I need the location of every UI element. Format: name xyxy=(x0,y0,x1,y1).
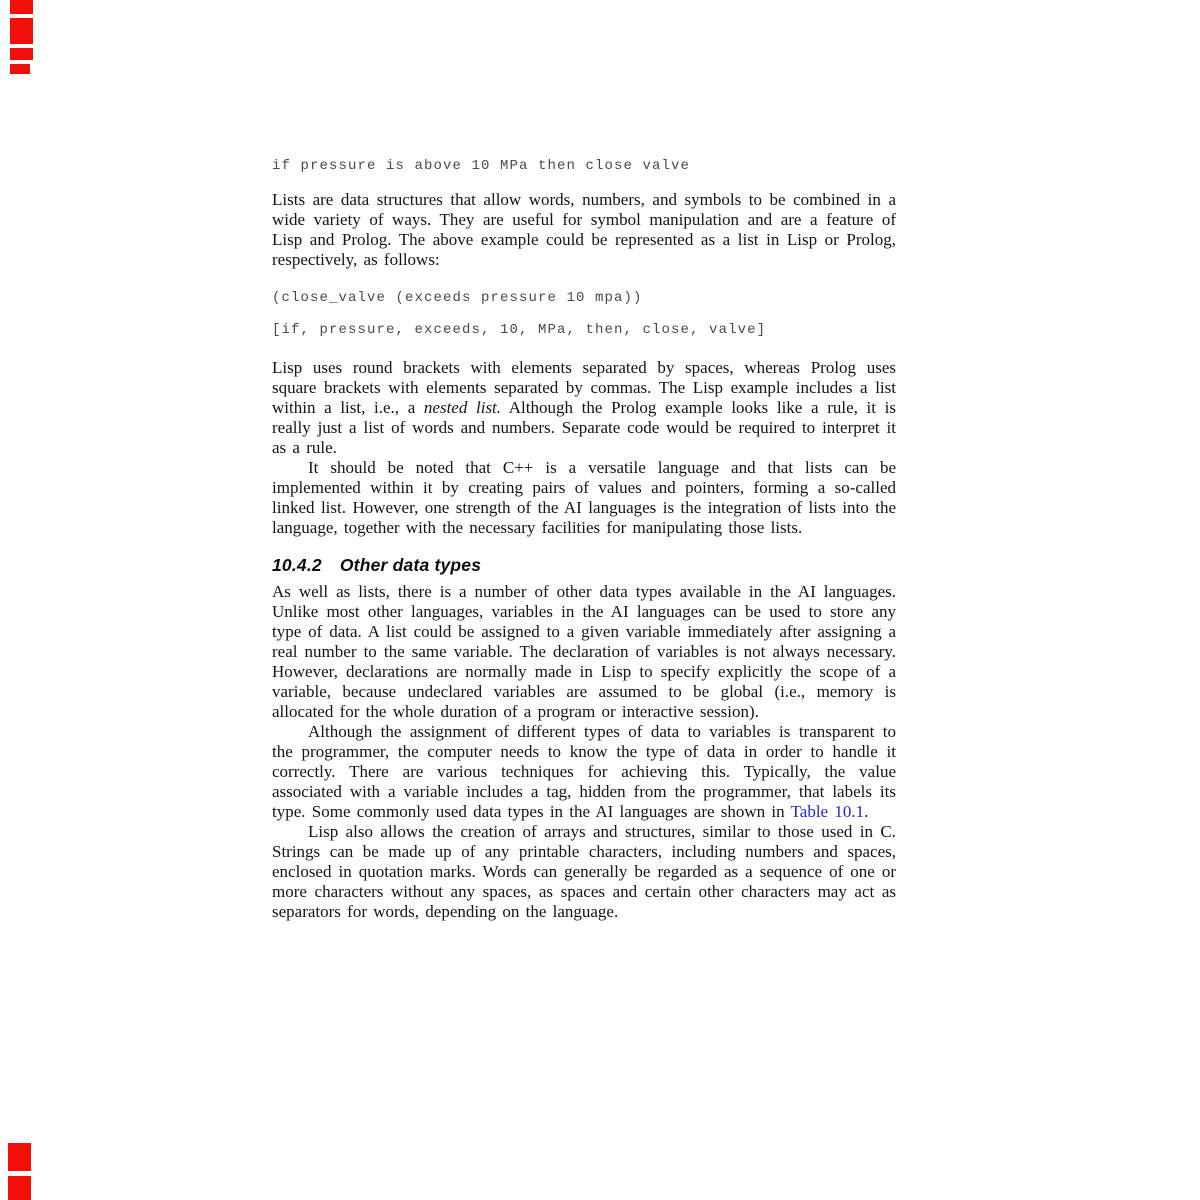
paragraph-other-data-types: As well as lists, there is a number of other data types available in the AI languages. Unlike most other languages, variables in the AI languages can be used to store any type of data. A list could be assigned to a given variable immediately after assigning a real number to the same variable. The declaration of variables is not always necessary. However, declarations are normally made in Lisp to specify explicitly the scope of a variable, because undeclared variables are assumed to be global (i.e., memory is allocated for the whole duration of a program or interactive session). xyxy=(272,582,896,721)
red-edge-marker xyxy=(8,1176,31,1200)
section-title: Other data types xyxy=(339,555,482,575)
red-edge-marker xyxy=(8,1143,31,1171)
code-prolog-example: [if, pressure, exceeds, 10, MPa, then, close, valve] xyxy=(272,322,767,338)
paragraph-brackets xyxy=(272,358,896,458)
table-10-1-link[interactable]: Table 10.1 xyxy=(790,802,865,821)
paragraph-brackets-after: Although the Prolog example looks like a rule, it is really just a list of words and numbers. Separate code would be required to interpret it as a rule. xyxy=(272,398,896,457)
paragraph-arrays-strings: Lisp also allows the creation of arrays and structures, similar to those used in C. Strings can be made up of any printable characters, including numbers and spaces, enclosed in quotation marks. Words can generally be regarded as a sequence of one or more characters without any spaces, as spaces and certain other characters may act as separators for words, depending on the language. xyxy=(272,822,896,921)
paragraph-brackets-before: Lisp uses round brackets with elements separated by spaces, whereas Prolog uses square brackets with elements separated by commas. The Lisp example includes a list within a list, i.e., a xyxy=(272,358,896,417)
page-text-column xyxy=(272,156,896,922)
nested-list-italic: nested list. xyxy=(423,398,502,417)
paragraph-cpp-lists: It should be noted that C++ is a versatile language and that lists can be implemented within it by creating pairs of values and pointers, forming a so-called linked list. However, one strength of the AI languages is the integration of lists into the language, together with the necessary facilities for manipulating those lists. xyxy=(272,458,896,537)
code-rule-line: if pressure is above 10 MPa then close valve xyxy=(272,158,691,174)
paragraph-type-tags xyxy=(272,722,896,822)
paragraph-lists-intro: Lists are data structures that allow words, numbers, and symbols to be combined in a wide variety of ways. They are useful for symbol manipulation and are a feature of Lisp and Prolog. The above example could be represented as a list in Lisp or Prolog, respectively, as follows: xyxy=(272,190,896,269)
red-edge-marker xyxy=(10,18,33,44)
red-edge-marker xyxy=(10,48,33,60)
red-edge-marker xyxy=(10,64,30,74)
section-heading xyxy=(272,554,896,576)
red-edge-marker xyxy=(10,0,33,14)
section-number: 10.4.2 xyxy=(272,555,322,575)
code-lisp-example: (close_valve (exceeds pressure 10 mpa)) xyxy=(272,290,643,306)
paragraph-type-tags-before: Although the assignment of different types of data to variables is transparent to the programmer, the computer needs to know the type of data in order to handle it correctly. There are various techniques for achieving this. Typically, the value associated with a variable includes a tag, hidden from the programmer, that labels its type. Some commonly used data types in the AI languages are shown in xyxy=(272,722,896,821)
paragraph-type-tags-after: . xyxy=(864,802,869,821)
